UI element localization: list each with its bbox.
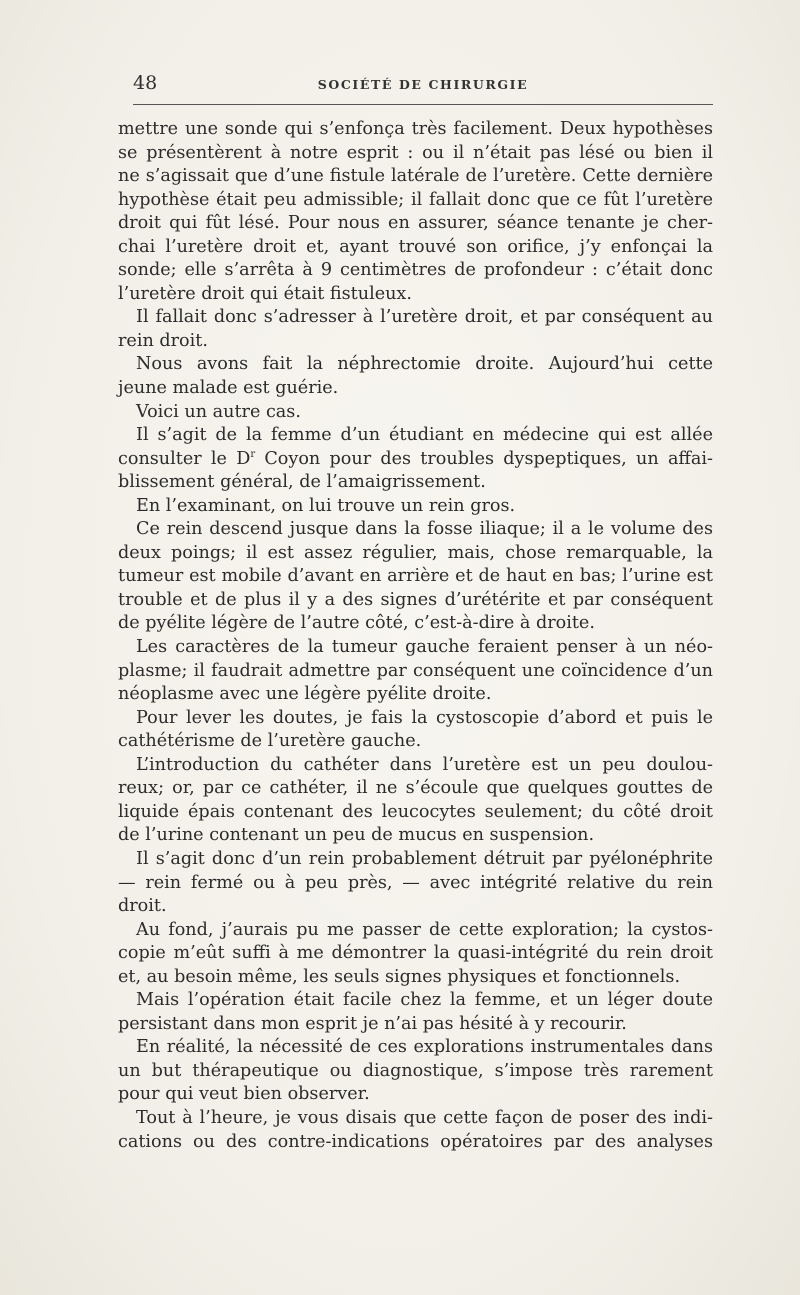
paragraph (118, 424, 713, 495)
text-line: cathétérisme de l’uretère gauche. (118, 731, 422, 752)
paragraph (118, 401, 713, 425)
text-line: deux poings; il est assez régulier, mais, chose remarquable, la (118, 542, 713, 563)
text-line: cations ou des contre-indications opératoires par des analyses (118, 1131, 713, 1152)
paragraph (118, 353, 713, 400)
text-line: pour qui veut bien observer. (118, 1084, 370, 1105)
running-title: SOCIÉTÉ DE CHIRURGIE (317, 77, 529, 92)
text-line: plasme; il faudrait admettre par conséquent une coïncidence d’un (118, 660, 713, 681)
text-line: Voici un autre cas. (136, 401, 301, 422)
text-line: l’uretère droit qui était fistuleux. (118, 283, 412, 304)
text-line: liquide épais contenant des leucocytes seulement; du côté droit (118, 801, 713, 822)
text-fragment: consulter le D (118, 448, 251, 469)
header-rule (133, 104, 713, 105)
text-line: Ce rein descend jusque dans la fosse iliaque; il a le volume des (136, 519, 713, 540)
text-line: reux; or, par ce cathéter, il ne s’écoule que quelques gouttes de (118, 778, 713, 799)
paragraph (118, 518, 713, 636)
paragraph (118, 118, 713, 306)
paragraph (118, 754, 713, 848)
text-line: trouble et de plus il y a des signes d’urétérite et par conséquent (118, 589, 713, 610)
text-line: Au fond, j’aurais pu me passer de cette exploration; la cystos- (136, 919, 713, 940)
text-line: persistant dans mon esprit je n’ai pas hésité à y recourir. (118, 1013, 627, 1034)
text-line: et, au besoin même, les seuls signes physiques et fonctionnels. (118, 966, 681, 987)
page-header (133, 70, 713, 98)
paragraph (118, 1107, 713, 1154)
text-fragment: Coyon pour des troubles dyspeptiques, un affai- (255, 448, 713, 469)
paragraph (118, 848, 713, 919)
text-line: L’introduction du cathéter dans l’uretère est un peu doulou- (136, 754, 713, 775)
text-line: blissement général, de l’amaigrissement. (118, 472, 486, 493)
text-line: se présentèrent à notre esprit : ou il n’était pas lésé ou bien il (118, 142, 713, 163)
text-line: chai l’uretère droit et, ayant trouvé son orifice, j’y enfonçai la (118, 236, 713, 257)
body-text (118, 118, 713, 1154)
text-line: copie m’eût suffi à me démontrer la quasi-intégrité du rein droit (118, 943, 713, 964)
text-line: Il fallait donc s’adresser à l’uretère droit, et par conséquent au (136, 307, 713, 328)
paragraph (118, 306, 713, 353)
text-line: tumeur est mobile d’avant en arrière et de haut en bas; l’urine est (118, 566, 713, 587)
paragraph (118, 1036, 713, 1107)
page-number: 48 (133, 72, 158, 94)
text-line: un but thérapeutique ou diagnostique, s’impose très rarement (118, 1060, 713, 1081)
text-line: mettre une sonde qui s’enfonça très facilement. Deux hypothèses (118, 119, 713, 139)
text-line: ne s’agissait que d’une fistule latérale de l’uretère. Cette dernière (118, 166, 713, 187)
text-line: de pyélite légère de l’autre côté, c’est-à-dire à droite. (118, 613, 595, 634)
text-line: Nous avons fait la néphrectomie droite. Aujourd’hui cette (136, 354, 713, 375)
text-line: — rein fermé ou à peu près, — avec intégrité relative du rein (118, 872, 713, 893)
paragraph (118, 495, 713, 519)
text-line: de l’urine contenant un peu de mucus en suspension. (118, 825, 595, 846)
text-line: rein droit. (118, 330, 208, 351)
text-line: En l’examinant, on lui trouve un rein gros. (136, 495, 516, 516)
text-line: Tout à l’heure, je vous disais que cette façon de poser des indi- (136, 1107, 713, 1128)
superscript: r (250, 448, 256, 460)
paragraph (118, 707, 713, 754)
text-line: En réalité, la nécessité de ces explorations instrumentales dans (136, 1037, 713, 1058)
text-line: sonde; elle s’arrêta à 9 centimètres de profondeur : c’était donc (118, 260, 713, 281)
text-line: Mais l’opération était facile chez la femme, et un léger doute (136, 990, 713, 1011)
paragraph (118, 636, 713, 707)
text-line: jeune malade est guérie. (118, 378, 339, 399)
text-line: Les caractères de la tumeur gauche feraient penser à un néo- (136, 637, 713, 658)
text-line: Pour lever les doutes, je fais la cystoscopie d’abord et puis le (136, 707, 713, 728)
paragraph (118, 989, 713, 1036)
text-line: droit. (118, 896, 167, 917)
text-line: hypothèse était peu admissible; il fallait donc que ce fût l’uretère (118, 189, 713, 210)
text-line: néoplasme avec une légère pyélite droite. (118, 684, 492, 705)
text-line: droit qui fût lésé. Pour nous en assurer, séance tenante je cher- (118, 213, 713, 234)
text-line: Il s’agit de la femme d’un étudiant en médecine qui est allée (136, 425, 713, 446)
text-line (118, 448, 713, 472)
paragraph (118, 919, 713, 990)
text-line: Il s’agit donc d’un rein probablement détruit par pyélonéphrite (136, 848, 713, 869)
